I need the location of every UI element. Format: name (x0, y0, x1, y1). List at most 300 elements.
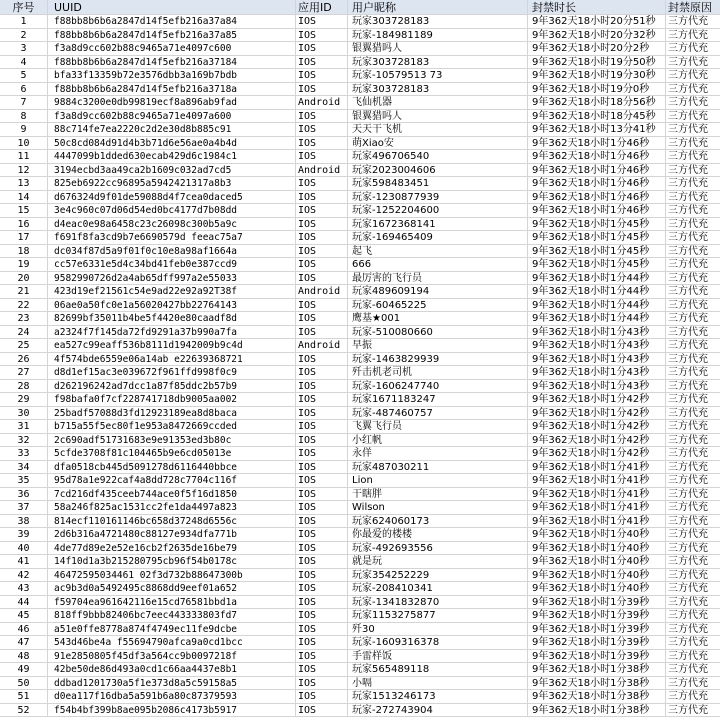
cell-nickname[interactable]: 玩家-492693556 (348, 542, 528, 555)
cell-ban-duration[interactable]: 9年362天18小时1分46秒 (528, 150, 666, 163)
cell-index[interactable]: 34 (0, 461, 48, 474)
cell-ban-reason[interactable]: 三方代充 (668, 164, 708, 176)
cell-uuid[interactable]: b715a55f5ec80f1e953a8472669ccded (48, 420, 296, 433)
cell-index[interactable]: 13 (0, 177, 48, 190)
cell-index[interactable]: 45 (0, 609, 48, 622)
cell-index[interactable]: 42 (0, 569, 48, 582)
cell-ban-duration[interactable]: 9年362天18小时13分41秒 (528, 123, 666, 136)
cell-app-id[interactable]: IOS (296, 312, 348, 325)
cell-index[interactable]: 48 (0, 650, 48, 663)
cell-uuid[interactable]: f3a8d9cc602b88c9465a71e4097a600 (48, 110, 296, 123)
cell-ban-duration[interactable]: 9年362天18小时1分39秒 (528, 609, 666, 622)
cell-uuid[interactable]: 58a246f825ac1531cc2fe1da4497a823 (48, 501, 296, 514)
cell-nickname[interactable]: 玩家-208410341 (348, 582, 528, 595)
cell-uuid[interactable]: 9582990726d2a4ab65dff997a2e55033 (48, 272, 296, 285)
cell-app-id[interactable]: IOS (296, 137, 348, 150)
cell-ban-reason[interactable]: 三方代充 (668, 515, 708, 527)
cell-nickname[interactable]: 干瞎胖 (348, 488, 528, 501)
cell-index[interactable]: 32 (0, 434, 48, 447)
cell-app-id[interactable]: IOS (296, 29, 348, 42)
cell-index[interactable]: 40 (0, 542, 48, 555)
cell-nickname[interactable]: 鹰基★001 (348, 312, 528, 325)
cell-ban-duration[interactable]: 9年362天18小时1分43秒 (528, 353, 666, 366)
cell-index[interactable]: 11 (0, 150, 48, 163)
cell-ban-duration[interactable]: 9年362天18小时1分38秒 (528, 704, 666, 717)
cell-app-id[interactable]: IOS (296, 582, 348, 595)
cell-uuid[interactable]: 3e4c960c07d06d54ed0bc4177d7b08dd (48, 204, 296, 217)
cell-ban-reason[interactable]: 三方代充 (668, 623, 708, 635)
cell-app-id[interactable]: IOS (296, 596, 348, 609)
cell-app-id[interactable]: IOS (296, 123, 348, 136)
cell-ban-duration[interactable]: 9年362天18小时1分45秒 (528, 218, 666, 231)
cell-ban-reason[interactable]: 三方代充 (668, 124, 708, 135)
cell-app-id[interactable]: IOS (296, 380, 348, 393)
cell-app-id[interactable]: IOS (296, 69, 348, 82)
cell-index[interactable]: 26 (0, 353, 48, 366)
header-nickname[interactable]: 用户昵称 (348, 0, 528, 15)
cell-uuid[interactable]: 46472595034461 02f3d732b88647300b (48, 569, 296, 582)
cell-ban-duration[interactable]: 9年362天18小时1分44秒 (528, 272, 666, 285)
cell-ban-duration[interactable]: 9年362天18小时1分46秒 (528, 177, 666, 190)
cell-index[interactable]: 31 (0, 420, 48, 433)
cell-index[interactable]: 2 (0, 29, 48, 42)
cell-index[interactable]: 17 (0, 231, 48, 244)
cell-ban-reason[interactable]: 三方代充 (668, 299, 708, 311)
cell-ban-duration[interactable]: 9年362天18小时20分32秒 (528, 29, 666, 42)
cell-ban-duration[interactable]: 9年362天18小时1分40秒 (528, 542, 666, 555)
cell-uuid[interactable]: ac9b3d0a5492495c8868dd9eef01a652 (48, 582, 296, 595)
cell-ban-reason[interactable]: 三方代充 (668, 448, 708, 459)
cell-nickname[interactable]: 银翼猎吗人 (348, 42, 528, 55)
cell-index[interactable]: 8 (0, 110, 48, 123)
cell-index[interactable]: 22 (0, 299, 48, 312)
cell-uuid[interactable]: 9884c3200e0db99819ecf8a896ab9fad (48, 96, 296, 109)
cell-app-id[interactable]: IOS (296, 83, 348, 96)
cell-ban-duration[interactable]: 9年362天18小时1分39秒 (528, 596, 666, 609)
cell-app-id[interactable]: IOS (296, 474, 348, 487)
cell-index[interactable]: 9 (0, 123, 48, 136)
cell-uuid[interactable]: d4eac0e98a6458c23c26098c300b5a9c (48, 218, 296, 231)
cell-uuid[interactable]: ea527c99eaff536b8111d1942009b9c4d (48, 339, 296, 352)
cell-ban-reason[interactable]: 三方代充 (668, 529, 708, 540)
cell-nickname[interactable]: 玩家-184981189 (348, 29, 528, 42)
cell-app-id[interactable]: IOS (296, 636, 348, 649)
cell-uuid[interactable]: 2c690adf51731683e9e91353ed3b80c (48, 434, 296, 447)
cell-ban-reason[interactable]: 三方代充 (668, 83, 708, 95)
cell-ban-reason[interactable]: 三方代充 (668, 637, 708, 648)
cell-uuid[interactable]: d262196242ad7dcc1a87f85ddc2b57b9 (48, 380, 296, 393)
cell-index[interactable]: 47 (0, 636, 48, 649)
header-ban-duration[interactable]: 封禁时长 (528, 0, 666, 15)
cell-ban-reason[interactable]: 三方代充 (668, 29, 708, 41)
cell-ban-reason[interactable]: 三方代充 (668, 151, 708, 162)
cell-index[interactable]: 44 (0, 596, 48, 609)
cell-index[interactable]: 24 (0, 326, 48, 339)
cell-ban-reason[interactable]: 三方代充 (668, 340, 708, 351)
cell-ban-duration[interactable]: 9年362天18小时18分45秒 (528, 110, 666, 123)
cell-ban-reason[interactable]: 三方代充 (668, 97, 708, 108)
cell-index[interactable]: 39 (0, 528, 48, 541)
cell-index[interactable]: 15 (0, 204, 48, 217)
cell-ban-duration[interactable]: 9年362天18小时1分41秒 (528, 501, 666, 514)
cell-nickname[interactable]: 玩家-60465225 (348, 299, 528, 312)
cell-ban-reason[interactable]: 三方代充 (668, 272, 708, 284)
cell-nickname[interactable]: 玩家489609194 (348, 285, 528, 298)
cell-app-id[interactable]: IOS (296, 704, 348, 717)
cell-uuid[interactable]: f88bb8b6b6a2847d14f5efb216a37a84 (48, 15, 296, 28)
cell-ban-reason[interactable]: 三方代充 (668, 232, 708, 243)
cell-uuid[interactable]: ddbad1201730a5f1e373d8a5c59158a5 (48, 677, 296, 690)
cell-uuid[interactable]: 814ecf110161146bc658d37248d6556c (48, 515, 296, 528)
cell-uuid[interactable]: f54b4bf399b8ae095b2086c4173b5917 (48, 704, 296, 717)
cell-ban-reason[interactable]: 三方代充 (668, 70, 708, 81)
cell-uuid[interactable]: 4447099b1dded630ecab429d6c1984c1 (48, 150, 296, 163)
cell-index[interactable]: 46 (0, 623, 48, 636)
cell-index[interactable]: 18 (0, 245, 48, 258)
cell-nickname[interactable]: 歼30 (348, 623, 528, 636)
cell-uuid[interactable]: 95d78a1e922caf4a8dd728c7704c116f (48, 474, 296, 487)
cell-nickname[interactable]: 永佯 (348, 447, 528, 460)
cell-app-id[interactable]: Android (296, 285, 348, 298)
cell-ban-duration[interactable]: 9年362天18小时1分44秒 (528, 285, 666, 298)
cell-nickname[interactable]: 玩家303728183 (348, 56, 528, 69)
cell-nickname[interactable]: 玩家-1606247740 (348, 380, 528, 393)
cell-ban-reason[interactable]: 三方代充 (668, 691, 708, 702)
cell-uuid[interactable]: f691f8fa3cd9b7e6690579d feeac75a7 (48, 231, 296, 244)
cell-nickname[interactable]: 你最爱的楼楼 (348, 528, 528, 541)
header-uuid[interactable]: UUID (48, 0, 296, 15)
cell-app-id[interactable]: IOS (296, 515, 348, 528)
cell-app-id[interactable]: IOS (296, 542, 348, 555)
cell-ban-reason[interactable]: 三方代充 (668, 380, 708, 392)
cell-index[interactable]: 20 (0, 272, 48, 285)
cell-ban-reason[interactable]: 三方代充 (668, 137, 708, 149)
cell-app-id[interactable]: IOS (296, 299, 348, 312)
cell-ban-reason[interactable]: 三方代充 (668, 353, 708, 365)
cell-ban-reason[interactable]: 三方代充 (668, 475, 708, 486)
cell-app-id[interactable]: IOS (296, 677, 348, 690)
cell-ban-reason[interactable]: 三方代充 (668, 394, 708, 405)
cell-nickname[interactable]: Lion (348, 474, 528, 487)
cell-ban-reason[interactable]: 三方代充 (668, 205, 708, 216)
cell-nickname[interactable]: 玩家1671183247 (348, 393, 528, 406)
cell-ban-duration[interactable]: 9年362天18小时1分46秒 (528, 164, 666, 177)
cell-uuid[interactable]: 42be50de86d493a0cd1c66aa4437e8b1 (48, 663, 296, 676)
cell-ban-reason[interactable]: 三方代充 (668, 286, 708, 297)
cell-app-id[interactable]: IOS (296, 690, 348, 703)
cell-ban-reason[interactable]: 三方代充 (668, 178, 708, 189)
cell-ban-reason[interactable]: 三方代充 (668, 502, 708, 513)
cell-nickname[interactable]: 手雷样饭 (348, 650, 528, 663)
cell-nickname[interactable]: 玩家487030211 (348, 461, 528, 474)
cell-ban-reason[interactable]: 三方代充 (668, 461, 708, 473)
cell-app-id[interactable]: IOS (296, 15, 348, 28)
cell-nickname[interactable]: 玩家-487460757 (348, 407, 528, 420)
cell-nickname[interactable]: 小嗝 (348, 677, 528, 690)
cell-app-id[interactable]: IOS (296, 245, 348, 258)
cell-ban-duration[interactable]: 9年362天18小时1分42秒 (528, 393, 666, 406)
cell-nickname[interactable]: 玩家-1609316378 (348, 636, 528, 649)
cell-index[interactable]: 23 (0, 312, 48, 325)
cell-ban-duration[interactable]: 9年362天18小时20分51秒 (528, 15, 666, 28)
cell-ban-duration[interactable]: 9年362天18小时1分44秒 (528, 312, 666, 325)
cell-uuid[interactable]: 3194ecbd3aa49ca2b1609c032ad7cd5 (48, 164, 296, 177)
cell-ban-duration[interactable]: 9年362天18小时1分42秒 (528, 420, 666, 433)
cell-nickname[interactable]: 666 (348, 258, 528, 271)
cell-nickname[interactable]: 萌Xiao安 (348, 137, 528, 150)
cell-uuid[interactable]: dfa0518cb445d5091278d6116440bbce (48, 461, 296, 474)
cell-ban-duration[interactable]: 9年362天18小时1分43秒 (528, 366, 666, 379)
cell-app-id[interactable]: IOS (296, 218, 348, 231)
cell-nickname[interactable]: 玩家-1230877939 (348, 191, 528, 204)
cell-ban-duration[interactable]: 9年362天18小时1分46秒 (528, 137, 666, 150)
cell-nickname[interactable]: 玩家-272743904 (348, 704, 528, 717)
cell-app-id[interactable]: IOS (296, 488, 348, 501)
cell-app-id[interactable]: Android (296, 164, 348, 177)
cell-nickname[interactable]: 玩家-1341832870 (348, 596, 528, 609)
cell-app-id[interactable]: IOS (296, 110, 348, 123)
cell-nickname[interactable]: 玩家624060173 (348, 515, 528, 528)
cell-uuid[interactable]: d8d1ef15ac3e039672f961ffd998f0c9 (48, 366, 296, 379)
cell-ban-duration[interactable]: 9年362天18小时1分43秒 (528, 380, 666, 393)
cell-ban-reason[interactable]: 三方代充 (668, 434, 708, 446)
cell-uuid[interactable]: f88bb8b6b6a2847d14f5efb216a3718a (48, 83, 296, 96)
cell-index[interactable]: 41 (0, 555, 48, 568)
cell-uuid[interactable]: 825eb6922cc96895a5942421317a8b3 (48, 177, 296, 190)
cell-ban-reason[interactable]: 三方代充 (668, 43, 708, 54)
cell-ban-duration[interactable]: 9年362天18小时18分56秒 (528, 96, 666, 109)
cell-uuid[interactable]: a2324f7f145da72fd9291a37b990a7fa (48, 326, 296, 339)
cell-nickname[interactable]: 玩家496706540 (348, 150, 528, 163)
cell-ban-duration[interactable]: 9年362天18小时1分45秒 (528, 245, 666, 258)
cell-app-id[interactable]: IOS (296, 420, 348, 433)
cell-app-id[interactable]: IOS (296, 177, 348, 190)
cell-app-id[interactable]: IOS (296, 326, 348, 339)
cell-ban-reason[interactable]: 三方代充 (668, 583, 708, 594)
cell-nickname[interactable]: 玩家-1463829939 (348, 353, 528, 366)
cell-nickname[interactable]: 天天干飞机 (348, 123, 528, 136)
cell-uuid[interactable]: 14f10d1a3b215280795cb96f54b0178c (48, 555, 296, 568)
cell-ban-duration[interactable]: 9年362天18小时20分2秒 (528, 42, 666, 55)
cell-uuid[interactable]: 25badf57088d3fd12923189ea8d8baca (48, 407, 296, 420)
cell-nickname[interactable]: 早振 (348, 339, 528, 352)
cell-index[interactable]: 51 (0, 690, 48, 703)
cell-nickname[interactable]: 玩家-510080660 (348, 326, 528, 339)
cell-ban-duration[interactable]: 9年362天18小时1分40秒 (528, 555, 666, 568)
cell-ban-duration[interactable]: 9年362天18小时1分40秒 (528, 569, 666, 582)
cell-ban-duration[interactable]: 9年362天18小时1分39秒 (528, 636, 666, 649)
cell-ban-reason[interactable]: 三方代充 (668, 259, 708, 270)
cell-ban-duration[interactable]: 9年362天18小时1分38秒 (528, 663, 666, 676)
cell-nickname[interactable]: 玩家-10579513 73 (348, 69, 528, 82)
cell-ban-reason[interactable]: 三方代充 (668, 16, 708, 27)
cell-app-id[interactable]: IOS (296, 56, 348, 69)
cell-index[interactable]: 1 (0, 15, 48, 28)
cell-app-id[interactable]: IOS (296, 434, 348, 447)
cell-uuid[interactable]: f59704ea961642116e15cd76581bbd1a (48, 596, 296, 609)
cell-app-id[interactable]: IOS (296, 501, 348, 514)
cell-ban-reason[interactable]: 三方代充 (668, 542, 708, 554)
cell-ban-duration[interactable]: 9年362天18小时1分41秒 (528, 488, 666, 501)
cell-uuid[interactable]: 4f574bde6559e06a14ab e22639368721 (48, 353, 296, 366)
cell-app-id[interactable]: IOS (296, 191, 348, 204)
cell-app-id[interactable]: IOS (296, 663, 348, 676)
cell-uuid[interactable]: 88c714fe7ea2220c2d2e30d8b885c91 (48, 123, 296, 136)
cell-nickname[interactable]: 就是玩 (348, 555, 528, 568)
cell-ban-duration[interactable]: 9年362天18小时1分44秒 (528, 299, 666, 312)
cell-ban-reason[interactable]: 三方代充 (668, 596, 708, 608)
cell-index[interactable]: 10 (0, 137, 48, 150)
cell-nickname[interactable]: 起飞 (348, 245, 528, 258)
cell-nickname[interactable]: 玩家303728183 (348, 15, 528, 28)
cell-app-id[interactable]: IOS (296, 555, 348, 568)
cell-index[interactable]: 21 (0, 285, 48, 298)
cell-index[interactable]: 27 (0, 366, 48, 379)
cell-app-id[interactable]: IOS (296, 461, 348, 474)
cell-ban-reason[interactable]: 三方代充 (668, 650, 708, 662)
cell-ban-reason[interactable]: 三方代充 (668, 407, 708, 419)
cell-ban-reason[interactable]: 三方代充 (668, 326, 708, 338)
cell-ban-reason[interactable]: 三方代充 (668, 110, 708, 122)
cell-ban-duration[interactable]: 9年362天18小时1分38秒 (528, 677, 666, 690)
cell-nickname[interactable]: 玩家1153275877 (348, 609, 528, 622)
cell-index[interactable]: 5 (0, 69, 48, 82)
cell-uuid[interactable]: a51e0ffe8778a874f4749ec11fe9dcbe (48, 623, 296, 636)
cell-index[interactable]: 19 (0, 258, 48, 271)
cell-nickname[interactable]: 飞仙机器 (348, 96, 528, 109)
cell-uuid[interactable]: f88bb8b6b6a2847d14f5efb216a37a85 (48, 29, 296, 42)
cell-uuid[interactable]: f3a8d9cc602b88c9465a71e4097c600 (48, 42, 296, 55)
header-app-id[interactable]: 应用ID (296, 0, 348, 15)
cell-uuid[interactable]: 2d6b316a4721480c88127e934dfa771b (48, 528, 296, 541)
cell-ban-duration[interactable]: 9年362天18小时19分30秒 (528, 69, 666, 82)
cell-app-id[interactable]: IOS (296, 150, 348, 163)
cell-nickname[interactable]: 玩家303728183 (348, 83, 528, 96)
cell-index[interactable]: 16 (0, 218, 48, 231)
cell-nickname[interactable]: 玩家598483451 (348, 177, 528, 190)
cell-ban-duration[interactable]: 9年362天18小时1分43秒 (528, 339, 666, 352)
cell-nickname[interactable]: 最厉害的飞行员 (348, 272, 528, 285)
cell-ban-reason[interactable]: 三方代充 (668, 556, 708, 567)
cell-uuid[interactable]: 91e2850805f45df3a564cc9b0097218f (48, 650, 296, 663)
cell-index[interactable]: 29 (0, 393, 48, 406)
cell-app-id[interactable]: IOS (296, 569, 348, 582)
cell-uuid[interactable]: f98bafa0f7cf228741718db9005aa002 (48, 393, 296, 406)
cell-nickname[interactable]: 玩家354252229 (348, 569, 528, 582)
cell-ban-reason[interactable]: 三方代充 (668, 677, 708, 689)
header-index[interactable]: 序号 (0, 0, 48, 15)
cell-index[interactable]: 38 (0, 515, 48, 528)
cell-nickname[interactable]: 玩家1513246173 (348, 690, 528, 703)
header-ban-reason[interactable]: 封禁原因 (668, 1, 712, 14)
cell-app-id[interactable]: IOS (296, 258, 348, 271)
cell-index[interactable]: 49 (0, 663, 48, 676)
cell-ban-duration[interactable]: 9年362天18小时19分50秒 (528, 56, 666, 69)
cell-index[interactable]: 6 (0, 83, 48, 96)
cell-ban-reason[interactable]: 三方代充 (668, 704, 708, 716)
cell-ban-reason[interactable]: 三方代充 (668, 664, 708, 675)
cell-ban-duration[interactable]: 9年362天18小时1分46秒 (528, 191, 666, 204)
cell-uuid[interactable]: 82699bf35011b4be5f4420e80caadf8d (48, 312, 296, 325)
cell-nickname[interactable]: 歼击机老司机 (348, 366, 528, 379)
cell-app-id[interactable]: IOS (296, 353, 348, 366)
cell-ban-reason[interactable]: 三方代充 (668, 569, 708, 581)
cell-ban-duration[interactable]: 9年362天18小时19分0秒 (528, 83, 666, 96)
cell-app-id[interactable]: IOS (296, 528, 348, 541)
cell-index[interactable]: 35 (0, 474, 48, 487)
cell-ban-duration[interactable]: 9年362天18小时1分43秒 (528, 326, 666, 339)
cell-ban-reason[interactable]: 三方代充 (668, 191, 708, 203)
cell-ban-reason[interactable]: 三方代充 (668, 218, 708, 230)
cell-index[interactable]: 12 (0, 164, 48, 177)
cell-app-id[interactable]: IOS (296, 609, 348, 622)
cell-app-id[interactable]: IOS (296, 623, 348, 636)
cell-ban-duration[interactable]: 9年362天18小时1分42秒 (528, 434, 666, 447)
cell-uuid[interactable]: 4de77d89e2e52e16cb2f2635de16be79 (48, 542, 296, 555)
cell-index[interactable]: 52 (0, 704, 48, 717)
cell-index[interactable]: 36 (0, 488, 48, 501)
cell-ban-duration[interactable]: 9年362天18小时1分42秒 (528, 447, 666, 460)
cell-ban-reason[interactable]: 三方代充 (668, 610, 708, 621)
cell-index[interactable]: 14 (0, 191, 48, 204)
cell-app-id[interactable]: IOS (296, 42, 348, 55)
cell-app-id[interactable]: IOS (296, 204, 348, 217)
cell-index[interactable]: 30 (0, 407, 48, 420)
cell-index[interactable]: 25 (0, 339, 48, 352)
cell-index[interactable]: 50 (0, 677, 48, 690)
cell-uuid[interactable]: 423d19ef21561c54e9ad22e92a92T38f (48, 285, 296, 298)
cell-nickname[interactable]: 玩家-1252204600 (348, 204, 528, 217)
cell-app-id[interactable]: IOS (296, 272, 348, 285)
cell-uuid[interactable]: 7cd216df435ceeb744ace0f5f16d1850 (48, 488, 296, 501)
cell-index[interactable]: 7 (0, 96, 48, 109)
cell-uuid[interactable]: 543d46be4a f55694790afca9a0cd1bcc (48, 636, 296, 649)
cell-ban-duration[interactable]: 9年362天18小时1分40秒 (528, 582, 666, 595)
cell-ban-duration[interactable]: 9年362天18小时1分38秒 (528, 690, 666, 703)
cell-nickname[interactable]: 小红帆 (348, 434, 528, 447)
cell-ban-duration[interactable]: 9年362天18小时1分41秒 (528, 515, 666, 528)
cell-uuid[interactable]: dc034f87d5a9f01f0c10e8a98af1664a (48, 245, 296, 258)
cell-index[interactable]: 4 (0, 56, 48, 69)
cell-nickname[interactable]: 银翼猎吗人 (348, 110, 528, 123)
cell-ban-reason[interactable]: 三方代充 (668, 488, 708, 500)
cell-index[interactable]: 28 (0, 380, 48, 393)
cell-ban-duration[interactable]: 9年362天18小时1分41秒 (528, 461, 666, 474)
cell-app-id[interactable]: IOS (296, 407, 348, 420)
cell-ban-duration[interactable]: 9年362天18小时1分45秒 (528, 258, 666, 271)
cell-app-id[interactable]: IOS (296, 393, 348, 406)
cell-app-id[interactable]: IOS (296, 231, 348, 244)
cell-uuid[interactable]: cc57e6331e5d4c34bd41feb0e387ccd9 (48, 258, 296, 271)
cell-uuid[interactable]: 06ae0a50fc0e1a56020427bb22764143 (48, 299, 296, 312)
cell-ban-reason[interactable]: 三方代充 (668, 245, 708, 257)
cell-ban-reason[interactable]: 三方代充 (668, 313, 708, 324)
cell-app-id[interactable]: IOS (296, 366, 348, 379)
cell-app-id[interactable]: IOS (296, 447, 348, 460)
cell-index[interactable]: 33 (0, 447, 48, 460)
cell-uuid[interactable]: 818ff9bbb82406bc7eec443333803fd7 (48, 609, 296, 622)
cell-nickname[interactable]: 玩家1672368141 (348, 218, 528, 231)
cell-uuid[interactable]: d676324d9f01de59088d4f7cea0daced5 (48, 191, 296, 204)
cell-ban-duration[interactable]: 9年362天18小时1分39秒 (528, 650, 666, 663)
cell-ban-duration[interactable]: 9年362天18小时1分39秒 (528, 623, 666, 636)
cell-app-id[interactable]: Android (296, 96, 348, 109)
cell-ban-reason[interactable]: 三方代充 (668, 56, 708, 68)
cell-ban-duration[interactable]: 9年362天18小时1分42秒 (528, 407, 666, 420)
cell-ban-duration[interactable]: 9年362天18小时1分46秒 (528, 204, 666, 217)
cell-ban-duration[interactable]: 9年362天18小时1分40秒 (528, 528, 666, 541)
cell-ban-reason[interactable]: 三方代充 (668, 421, 708, 432)
